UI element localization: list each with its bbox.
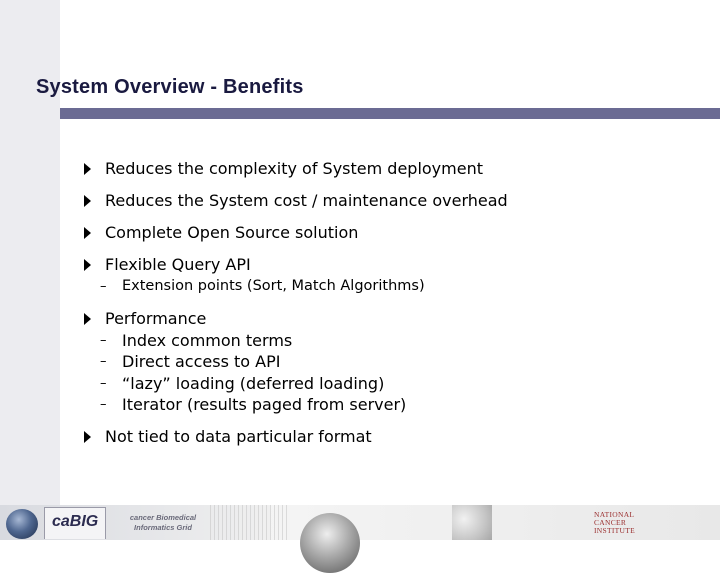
- dash-icon: –: [100, 279, 107, 294]
- sub-bullet-text: Iterator (results paged from server): [122, 395, 407, 414]
- bullet-text: Reduces the System cost / maintenance overhead: [105, 191, 508, 210]
- dash-icon: –: [100, 332, 107, 348]
- bullet-text: Reduces the complexity of System deployment: [105, 159, 483, 178]
- bullet-arrow-icon: [84, 259, 91, 271]
- sub-bullet-item: [84, 330, 704, 352]
- bullet-arrow-icon: [84, 195, 91, 207]
- cabig-logo: caBIG: [52, 513, 99, 530]
- bullet-arrow-icon: [84, 227, 91, 239]
- cbig-tagline: [118, 513, 208, 533]
- bullet-item: [84, 308, 704, 330]
- bullet-text: Flexible Query API: [105, 255, 251, 274]
- bullet-arrow-icon: [84, 313, 91, 325]
- sub-bullet-item: [84, 276, 704, 298]
- bullet-item: [84, 190, 704, 212]
- bullet-item: [84, 158, 704, 180]
- nci-logo: [594, 511, 644, 535]
- sphere-graphic-faded: [452, 505, 492, 540]
- bullet-list: [84, 158, 704, 448]
- nci-logo-line1: NATIONAL: [594, 510, 635, 519]
- bullet-arrow-icon: [84, 431, 91, 443]
- dash-icon: –: [100, 354, 107, 369]
- title-divider-bar: [60, 108, 720, 119]
- nci-logo-line3: INSTITUTE: [594, 526, 636, 535]
- cbig-tagline-line2: Informatics Grid: [134, 523, 192, 532]
- globe-icon: [6, 509, 38, 539]
- sub-bullet-text: Extension points (Sort, Match Algorithms): [122, 278, 425, 294]
- bullet-item: [84, 426, 704, 448]
- bullet-item: [84, 254, 704, 276]
- footer-banner: [0, 505, 720, 540]
- bullet-item: [84, 222, 704, 244]
- sub-bullet-text: Direct access to API: [122, 352, 281, 371]
- sphere-graphic: [300, 513, 360, 573]
- bullet-text: Performance: [105, 308, 207, 328]
- footer-stripes: [210, 505, 290, 540]
- dash-icon: –: [100, 397, 107, 412]
- dash-icon: –: [100, 375, 107, 391]
- sub-bullet-item: [84, 351, 704, 373]
- sub-bullet-text: Index common terms: [122, 330, 293, 350]
- nci-logo-line2: CANCER: [594, 518, 627, 527]
- slide-title: System Overview - Benefits: [36, 76, 304, 98]
- sub-bullet-item: [84, 394, 704, 416]
- sub-bullet-item: [84, 373, 704, 395]
- sub-bullet-text: “lazy” loading (deferred loading): [122, 373, 385, 393]
- bullet-arrow-icon: [84, 163, 91, 175]
- cbig-tagline-line1: cancer Biomedical: [129, 513, 197, 522]
- bullet-text: Not tied to data particular format: [105, 426, 372, 446]
- bullet-text: Complete Open Source solution: [105, 223, 359, 242]
